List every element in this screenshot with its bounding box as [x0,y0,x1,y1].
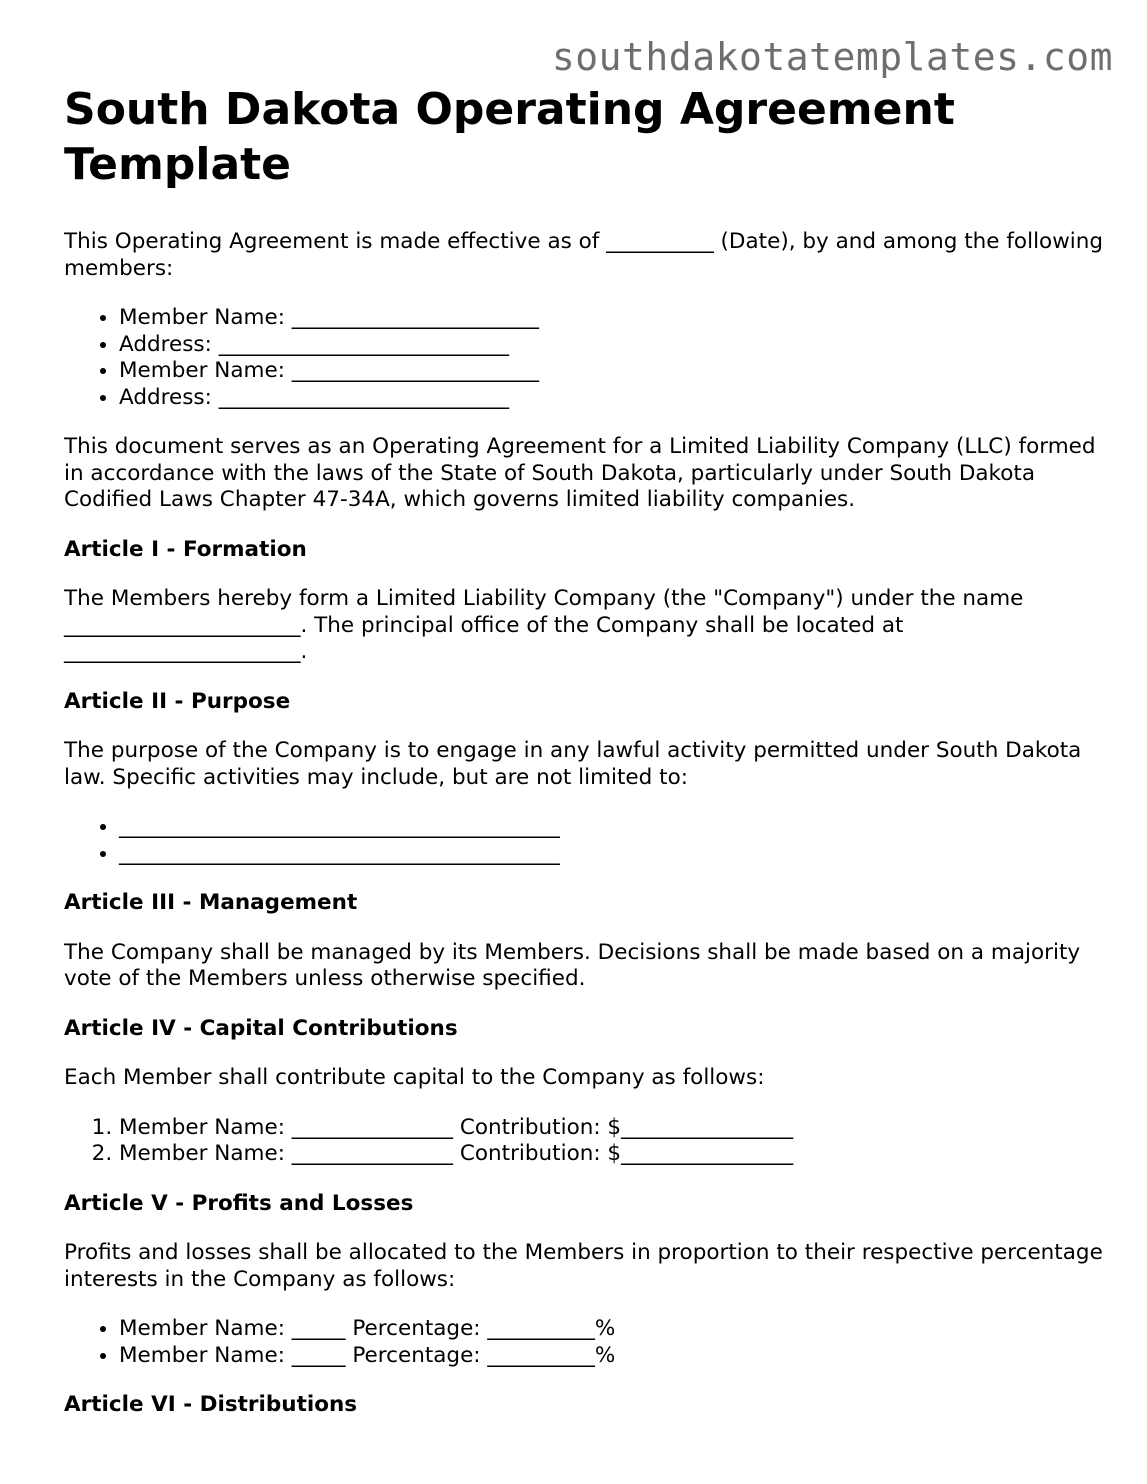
percentages-list [64,1316,1104,1369]
purpose-list [64,814,1104,867]
article-3-heading: Article III - Management [64,890,358,915]
contributions-list [64,1115,1104,1168]
article-2-text: The purpose of the Company is to engage in any lawful activity permitted under South Dakota law. Specific activities may include, but are not limited to: [64,738,1082,790]
document-body [64,82,1104,1419]
watermark: southdakotatemplates.com [551,35,1113,79]
article-1-heading: Article I - Formation [64,536,307,562]
article-5-heading: Article V - Profits and Losses [64,1190,414,1216]
article-3-text: The Company shall be managed by its Members. Decisions shall be made based on a majority vote of the Members unless otherwise specified. [64,939,1081,991]
list-item: • Address: ___________________________ [119,385,1104,412]
article-4-heading: Article IV - Capital Contributions [64,1015,458,1041]
page-title: South Dakota Operating Agreement Template [64,84,955,190]
article-4-text: Each Member shall contribute capital to the Company as follows: [64,1065,765,1090]
list-item: 2. Member Name: _______________ Contribution: $________________ [119,1141,1104,1168]
members-list [64,305,1104,411]
list-item: • Member Name: _______________________ [119,305,1104,332]
list-item: • Member Name: _____ Percentage: __________% [119,1316,1104,1343]
article-2-heading: Article II - Purpose [64,688,291,714]
list-item: • Member Name: _____ Percentage: __________% [119,1343,1104,1370]
list-item: • _________________________________________ [119,814,1104,841]
list-item: 1. Member Name: _______________ Contribution: $________________ [119,1115,1104,1142]
list-item: • Address: ___________________________ [119,332,1104,359]
list-item: • Member Name: _______________________ [119,358,1104,385]
list-item: • _________________________________________ [119,841,1104,868]
article-6-heading: Article VI - Distributions [64,1392,358,1417]
article-1-text: The Members hereby form a Limited Liability Company (the "Company") under the name ______________________. The principal office of the Company shall be located at ______________________. [64,586,1024,664]
article-5-text: Profits and losses shall be allocated to the Members in proportion to their respective percentage interests in the Company as follows: [64,1240,1103,1292]
llc-statement: This document serves as an Operating Agreement for a Limited Liability Company (LLC) formed in accordance with the laws of the State of South Dakota, particularly under South Dakota Codified Laws Chapter 47-34A, which governs limited liability companies. [64,434,1096,512]
intro-paragraph: This Operating Agreement is made effective as of __________ (Date), by and among the following members: [64,229,1104,281]
